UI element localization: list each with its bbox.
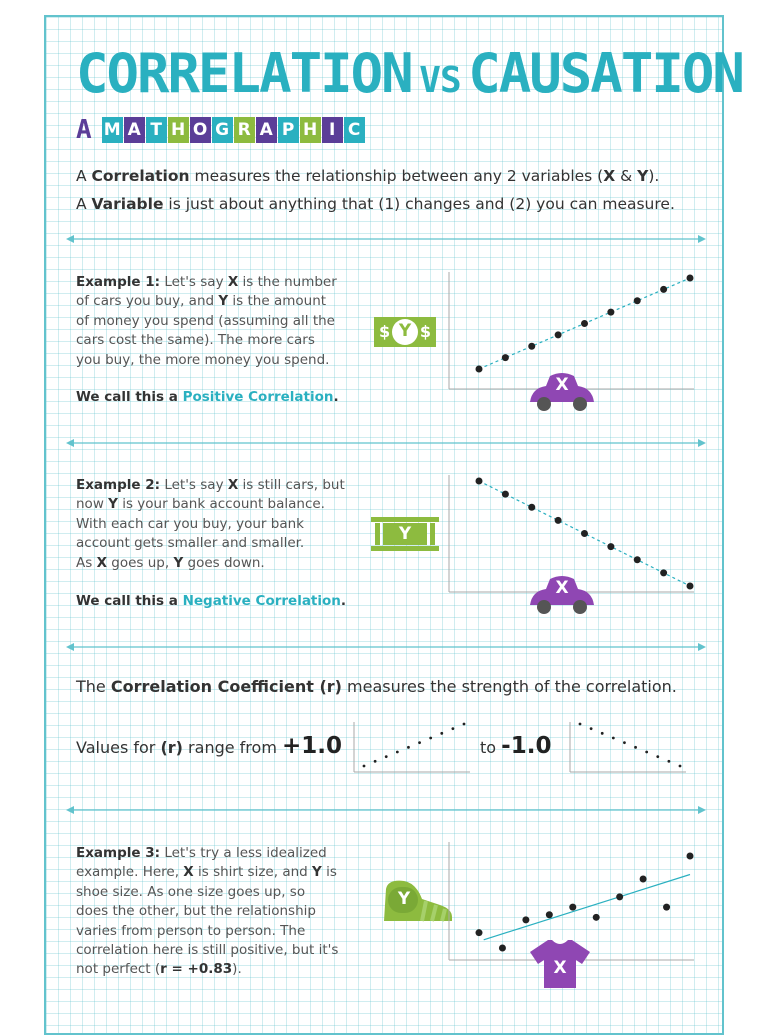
data-point (687, 853, 694, 860)
trend-line (484, 874, 690, 939)
data-point (679, 765, 682, 768)
subtitle-tile-4: O (190, 117, 211, 143)
data-point (502, 354, 509, 361)
subtitle-tile-10: I (322, 117, 343, 143)
data-point (660, 286, 667, 293)
car-icon-1-label: X (555, 375, 569, 395)
subtitle-tile-11: C (344, 117, 365, 143)
data-point (645, 751, 648, 754)
example1-text: Example 1: Let's say X is the number of cars you buy, and Y is the amount of money you spend (assuming all the cars cost the same). The more cars you buy, the more money you spend. (76, 274, 337, 368)
data-point (616, 893, 623, 900)
subtitle-tile-0: M (102, 117, 123, 143)
divider-1 (66, 232, 706, 246)
data-point (623, 741, 626, 744)
data-point (640, 876, 647, 883)
money-center-label: Y (398, 321, 412, 341)
car-icon-2-label: X (555, 578, 569, 598)
coefficient-range-right: to -1.0 (480, 733, 552, 759)
data-point (528, 343, 535, 350)
data-point (607, 309, 614, 316)
divider-2 (66, 436, 706, 450)
data-point (546, 911, 553, 918)
data-point (663, 904, 670, 911)
infographic-sheet (44, 15, 743, 1035)
example3-text: Example 3: Let's try a less idealized example. Here, X is shirt size, and Y is shoe size. As one size goes up, so does the other, but the relationship varies from person to person. The correlation here is still positive, but it's not perfect (r = +0.83). (76, 845, 339, 978)
subtitle (76, 116, 366, 144)
subtitle-tiles (102, 117, 366, 143)
coefficient-range-left: Values for (r) range from +1.0 (76, 733, 342, 759)
data-point (374, 760, 377, 763)
data-point (687, 275, 694, 282)
data-point (555, 517, 562, 524)
data-point (476, 366, 483, 373)
coefficient-statement: The Correlation Coefficient (r) measures the strength of the correlation. (76, 677, 677, 696)
data-point (667, 760, 670, 763)
data-point (660, 569, 667, 576)
data-point (476, 929, 483, 936)
data-point (528, 504, 535, 511)
example1-callout: We call this a Positive Correlation. (76, 389, 339, 405)
example2-text: Example 2: Let's say X is still cars, but now Y is your bank account balance. With each car you buy, your bank account gets smaller and smaller. As X goes up, Y goes down. (76, 477, 345, 571)
subtitle-tile-9: H (300, 117, 321, 143)
subtitle-tile-2: T (146, 117, 167, 143)
data-point (451, 727, 454, 730)
title-part1: CORRELATION (76, 42, 412, 105)
intro-line-1: A Correlation measures the relationship between any 2 variables (X & Y). (76, 167, 660, 185)
subtitle-tile-3: H (168, 117, 189, 143)
page-title (76, 42, 743, 105)
title-vs: VS (419, 60, 461, 101)
data-point (612, 737, 615, 740)
data-point (385, 755, 388, 758)
subtitle-tile-7: A (256, 117, 277, 143)
data-point (656, 755, 659, 758)
data-point (687, 583, 694, 590)
money-left-dollar: $ (379, 322, 391, 341)
data-point (418, 741, 421, 744)
title-part2: CAUSATION (468, 42, 743, 105)
data-point (429, 737, 432, 740)
shirt-icon-label: X (553, 958, 567, 978)
data-point (607, 543, 614, 550)
data-point (396, 751, 399, 754)
data-point (634, 297, 641, 304)
data-point (634, 746, 637, 749)
data-point (601, 732, 604, 735)
data-point (590, 727, 593, 730)
mini-chart-plus-one (352, 722, 470, 774)
data-point (363, 765, 366, 768)
divider-3 (66, 640, 706, 654)
subtitle-tile-6: R (234, 117, 255, 143)
data-point (555, 331, 562, 338)
bank-icon-label: Y (398, 524, 412, 544)
data-point (502, 491, 509, 498)
data-point (593, 914, 600, 921)
divider-4 (66, 803, 706, 817)
data-point (579, 723, 582, 726)
data-point (499, 945, 506, 952)
data-point (440, 732, 443, 735)
data-point (407, 746, 410, 749)
data-point (569, 904, 576, 911)
data-point (522, 916, 529, 923)
shoe-icon-label: Y (397, 889, 411, 909)
subtitle-tile-1: A (124, 117, 145, 143)
car-icon-1 (528, 372, 596, 412)
subtitle-prefix: A (76, 115, 92, 145)
intro-line-2: A Variable is just about anything that (1) changes and (2) you can measure. (76, 195, 675, 213)
data-point (581, 530, 588, 537)
subtitle-tile-8: P (278, 117, 299, 143)
data-point (634, 556, 641, 563)
shirt-icon (530, 940, 590, 988)
car-icon-2 (528, 575, 596, 615)
money-right-dollar: $ (419, 322, 431, 341)
data-point (581, 320, 588, 327)
subtitle-tile-5: G (212, 117, 233, 143)
mini-chart-minus-one (568, 722, 686, 774)
data-point (476, 478, 483, 485)
example2-callout: We call this a Negative Correlation. (76, 593, 347, 609)
data-point (463, 723, 466, 726)
